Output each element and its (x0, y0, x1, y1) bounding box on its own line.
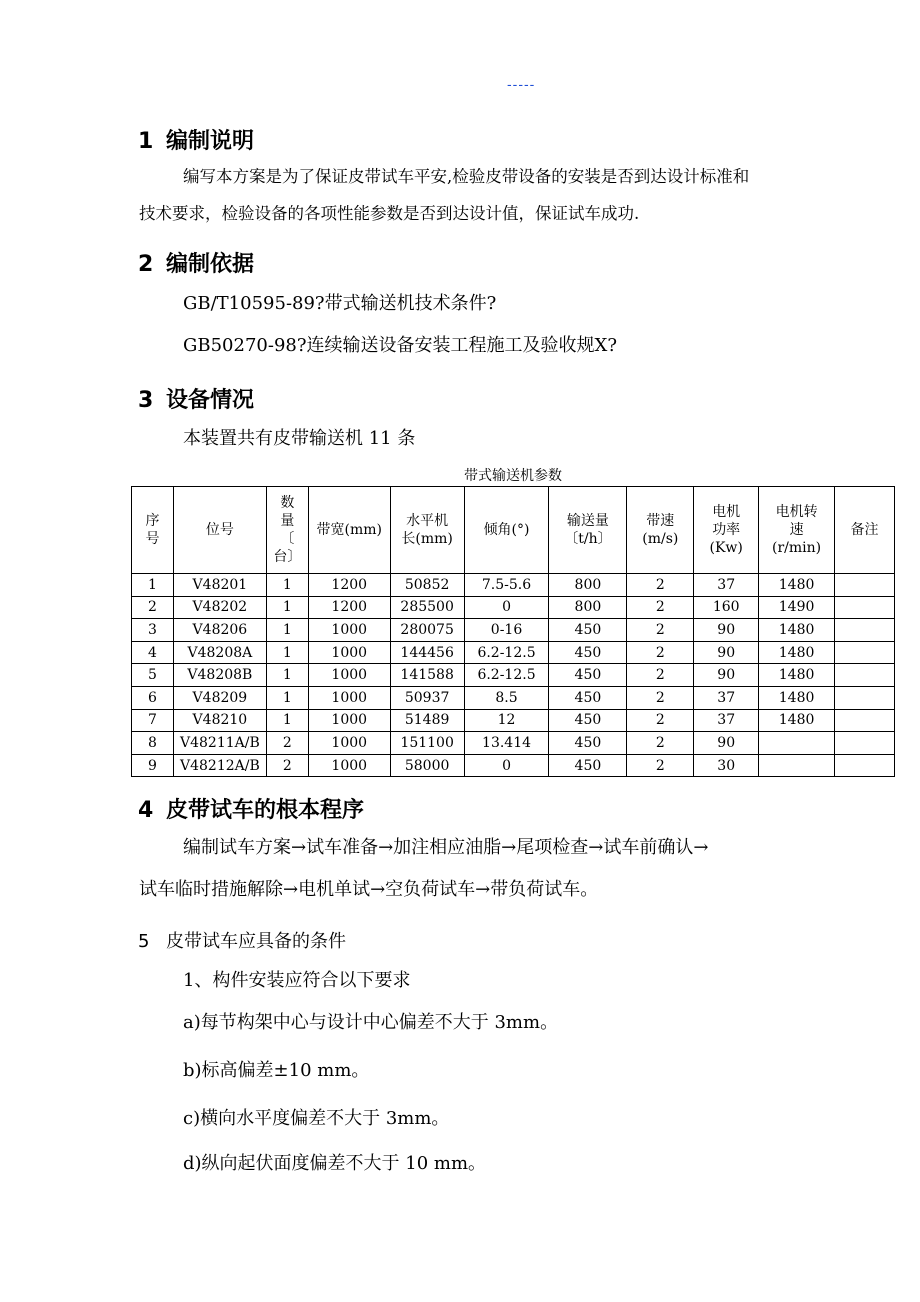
table-cell: 1000 (308, 619, 390, 642)
reference-2: GB50270-98?连续输送设备安装工程施工及验收规X? (183, 335, 617, 356)
table-cell: 144456 (390, 641, 464, 664)
header-line: (m/s) (642, 531, 679, 547)
section-5-number: 5 (138, 931, 150, 952)
section-3-heading (138, 383, 254, 414)
table-cell: 1 (266, 686, 308, 709)
table-cell: 90 (694, 619, 759, 642)
table-cell: 30 (694, 754, 759, 777)
header-line: 量 (280, 513, 295, 529)
table-cell: 0 (464, 754, 549, 777)
requirement-b: b)标高偏差±10 mm。 (183, 1060, 370, 1081)
table-cell: 1000 (308, 664, 390, 687)
table-cell: 50852 (390, 574, 464, 597)
header-line: 长(mm) (401, 531, 453, 547)
table-cell: 450 (549, 641, 627, 664)
table-cell: 2 (627, 686, 694, 709)
table-cell (835, 641, 895, 664)
header-mark: ----- (507, 76, 536, 92)
table-cell: 450 (549, 709, 627, 732)
table-cell: 450 (549, 732, 627, 755)
header-line: (r/min) (772, 540, 822, 556)
table-cell: V48210 (173, 709, 266, 732)
table-cell: 1 (266, 619, 308, 642)
table-cell (835, 596, 895, 619)
section-2-title: 编制依据 (166, 252, 255, 277)
table-cell: 12 (464, 709, 549, 732)
table-cell: 90 (694, 641, 759, 664)
header-line: 序 (145, 513, 160, 529)
table-cell: 285500 (390, 596, 464, 619)
section-2-number: 2 (138, 252, 154, 277)
header-line: 数 (280, 495, 295, 511)
table-caption: 带式输送机参数 (464, 468, 562, 484)
table-cell: 1000 (308, 709, 390, 732)
section-1-heading (138, 124, 254, 155)
header-line: 水平机 (406, 513, 449, 529)
table-cell: 2 (627, 574, 694, 597)
header-speed (627, 487, 694, 574)
table-cell: 2 (266, 732, 308, 755)
table-cell: V48211A/B (173, 732, 266, 755)
table-cell: 7 (132, 709, 174, 732)
table-cell: 2 (627, 664, 694, 687)
table-cell: 1 (266, 664, 308, 687)
table-cell: 37 (694, 574, 759, 597)
header-angle (464, 487, 549, 574)
section-5-heading (138, 927, 346, 953)
section-5-title: 皮带试车应具备的条件 (166, 931, 346, 952)
table-cell: 2 (627, 641, 694, 664)
table-cell: 6.2-12.5 (464, 641, 549, 664)
reference-1: GB/T10595-89?带式输送机技术条件? (183, 293, 497, 314)
section-4-line-1: 编制试车方案→试车准备→加注相应油脂→尾项检查→试车前确认→ (183, 837, 709, 858)
header-line: 电机 (712, 504, 741, 520)
table-cell: V48212A/B (173, 754, 266, 777)
section-1-title: 编制说明 (166, 129, 255, 154)
table-cell: V48209 (173, 686, 266, 709)
table-cell: 8 (132, 732, 174, 755)
table-cell (835, 732, 895, 755)
section-4-number: 4 (138, 798, 154, 823)
table-cell: 37 (694, 686, 759, 709)
table-cell: 1 (132, 574, 174, 597)
table-cell: 1000 (308, 732, 390, 755)
table-row (132, 596, 895, 619)
table-cell: 2 (132, 596, 174, 619)
section-1-number: 1 (138, 129, 154, 154)
table-cell: V48208A (173, 641, 266, 664)
table-cell: V48206 (173, 619, 266, 642)
table-cell: 800 (549, 596, 627, 619)
table-cell: 1200 (308, 574, 390, 597)
table-cell: 4 (132, 641, 174, 664)
table-cell: 450 (549, 619, 627, 642)
table-cell: 2 (627, 709, 694, 732)
table-cell: 450 (549, 664, 627, 687)
table-cell: 9 (132, 754, 174, 777)
table-cell: 37 (694, 709, 759, 732)
table-row (132, 619, 895, 642)
table-cell: 1 (266, 596, 308, 619)
header-line: 位号 (205, 522, 234, 538)
table-cell: 1490 (759, 596, 835, 619)
table-cell: 1 (266, 574, 308, 597)
table-cell (759, 754, 835, 777)
header-qty (266, 487, 308, 574)
table-cell: 151100 (390, 732, 464, 755)
header-line: 带速 (646, 513, 675, 529)
table-cell: 1000 (308, 754, 390, 777)
table-cell: 13.414 (464, 732, 549, 755)
section-2-heading (138, 247, 254, 278)
table-cell (835, 709, 895, 732)
table-cell: 450 (549, 754, 627, 777)
table-cell (835, 619, 895, 642)
table-cell: 280075 (390, 619, 464, 642)
table-cell: 6.2-12.5 (464, 664, 549, 687)
requirement-c: c)横向水平度偏差不大于 3mm。 (183, 1108, 450, 1129)
requirement-a: a)每节构架中心与设计中心偏差不大于 3mm。 (183, 1012, 559, 1033)
table-cell: V48201 (173, 574, 266, 597)
table-cell: 1480 (759, 574, 835, 597)
table-cell: 1480 (759, 686, 835, 709)
section-4-line-2: 试车临时措施解除→电机单试→空负荷试车→带负荷试车。 (139, 879, 599, 900)
table-cell: 1000 (308, 686, 390, 709)
table-cell: 90 (694, 732, 759, 755)
header-line: 带宽(mm) (316, 522, 382, 538)
header-line: (Kw) (709, 540, 743, 556)
table-row (132, 732, 895, 755)
table-cell: 0 (464, 596, 549, 619)
table-cell (835, 754, 895, 777)
header-line: 备注 (850, 522, 879, 538)
table-cell: 90 (694, 664, 759, 687)
table-cell: 2 (627, 732, 694, 755)
table-cell: 50937 (390, 686, 464, 709)
table-row (132, 664, 895, 687)
section-4-title: 皮带试车的根本程序 (166, 798, 365, 823)
section-5-subheading: 1、构件安装应符合以下要求 (183, 970, 411, 991)
table-cell: 1480 (759, 619, 835, 642)
table-cell: V48208B (173, 664, 266, 687)
table-body (132, 574, 895, 777)
table-cell: 58000 (390, 754, 464, 777)
table-cell: 3 (132, 619, 174, 642)
section-1-line-2: 技术要求，检验设备的各项性能参数是否到达设计值，保证试车成功. (139, 204, 640, 223)
requirement-d: d)纵向起伏面度偏差不大于 10 mm。 (183, 1153, 487, 1174)
table-row (132, 709, 895, 732)
header-capacity (549, 487, 627, 574)
table-cell: 2 (627, 754, 694, 777)
table-row (132, 754, 895, 777)
header-line: 输送量 (566, 513, 609, 529)
belt-conveyor-parameter-table (131, 486, 895, 777)
header-seq (132, 487, 174, 574)
header-length (390, 487, 464, 574)
table-cell: 1200 (308, 596, 390, 619)
header-power (694, 487, 759, 574)
header-rpm (759, 487, 835, 574)
table-cell: 8.5 (464, 686, 549, 709)
table-cell: 1 (266, 709, 308, 732)
table-row (132, 641, 895, 664)
section-3-line-1: 本装置共有皮带输送机 11 条 (183, 428, 416, 449)
section-4-heading (138, 793, 364, 824)
section-1-line-1: 编写本方案是为了保证皮带试车平安,检验皮带设备的安装是否到达设计标准和 (183, 167, 750, 186)
table-cell: 1480 (759, 664, 835, 687)
table-cell: 2 (266, 754, 308, 777)
table-cell: V48202 (173, 596, 266, 619)
table-cell: 2 (627, 596, 694, 619)
table-row (132, 686, 895, 709)
header-tag (173, 487, 266, 574)
header-line: 速 (789, 522, 804, 538)
header-line: 功率 (712, 522, 741, 538)
section-3-title: 设备情况 (166, 388, 255, 413)
table-cell (835, 574, 895, 597)
header-line: 电机转 (775, 504, 818, 520)
table-cell: 7.5-5.6 (464, 574, 549, 597)
table-cell: 1480 (759, 641, 835, 664)
table-cell: 1 (266, 641, 308, 664)
header-line: 号 (145, 531, 160, 547)
header-width (308, 487, 390, 574)
table-cell: 141588 (390, 664, 464, 687)
table-cell: 6 (132, 686, 174, 709)
table-row (132, 574, 895, 597)
header-line: 〔 (280, 531, 295, 547)
header-remark (835, 487, 895, 574)
table-cell: 0-16 (464, 619, 549, 642)
section-3-number: 3 (138, 388, 154, 413)
table-cell: 450 (549, 686, 627, 709)
table-cell: 2 (627, 619, 694, 642)
header-line: 倾角(°) (483, 522, 530, 538)
table-cell: 51489 (390, 709, 464, 732)
header-line: 〔t/h〕 (564, 531, 612, 547)
table-cell (835, 686, 895, 709)
table-cell: 5 (132, 664, 174, 687)
table-cell: 1000 (308, 641, 390, 664)
table-cell: 1480 (759, 709, 835, 732)
table-cell: 160 (694, 596, 759, 619)
header-line: 台〕 (273, 549, 302, 565)
table-cell: 800 (549, 574, 627, 597)
table-cell (835, 664, 895, 687)
table-cell (759, 732, 835, 755)
